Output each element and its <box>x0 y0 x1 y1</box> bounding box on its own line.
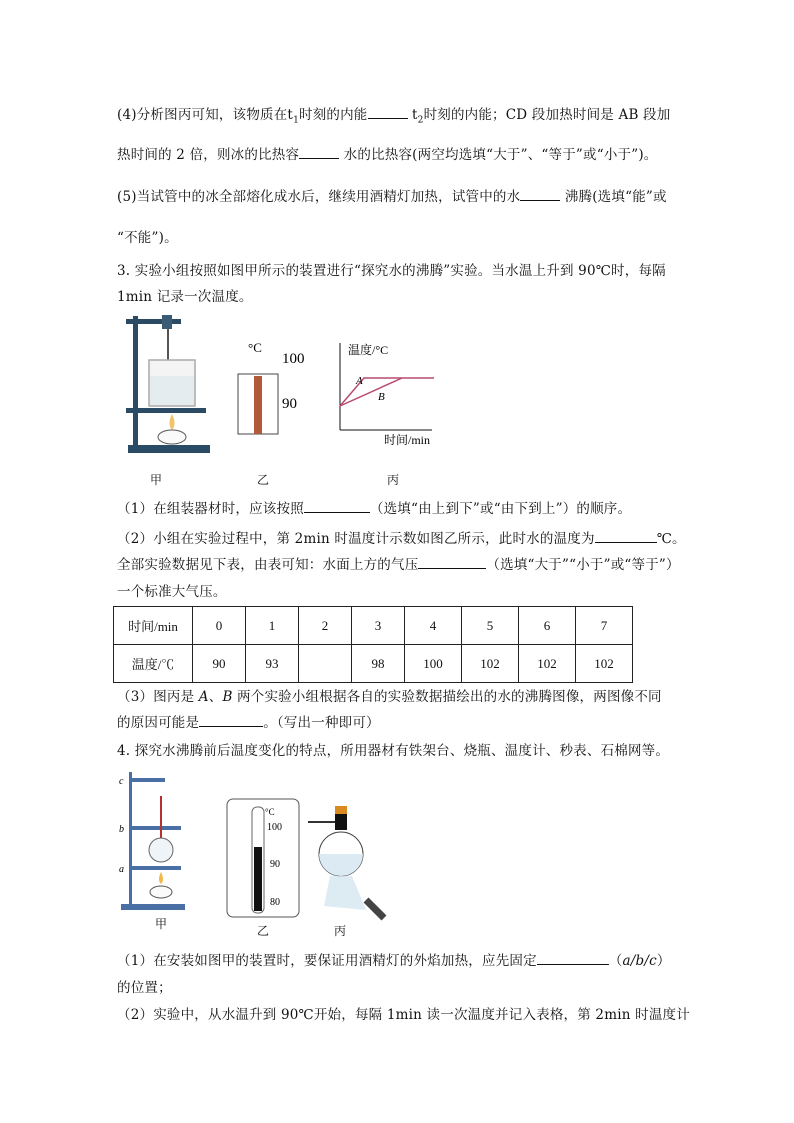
flask-water <box>319 854 363 876</box>
ring-a <box>131 866 181 870</box>
thermo-unit: °C <box>248 340 262 355</box>
q4-s2-line1: （2）实验中，从水温升到 90℃开始，每隔 1min 读一次温度并记入表格，第 2min 时温度计 <box>117 1007 690 1023</box>
q4-figure-bing <box>302 806 392 926</box>
answer-blank[interactable] <box>299 146 339 159</box>
table-cell: 98 <box>352 645 405 683</box>
q3-figure-bing <box>334 338 474 450</box>
table-cell: 93 <box>246 645 299 683</box>
answer-blank[interactable] <box>520 188 560 201</box>
thermo-mark-100: 100 <box>267 822 282 833</box>
table-header-time: 时间/min <box>114 607 193 645</box>
table-cell: 102 <box>462 645 519 683</box>
q3-figure-jia <box>118 310 218 460</box>
thermo-mark-80: 80 <box>270 897 280 908</box>
stand-rod <box>129 772 132 906</box>
table-cell: 7 <box>576 607 633 645</box>
alcohol-burner <box>150 886 172 898</box>
q-prev-4-line1: (4)分析图丙可知，该物质在$t_1$时刻的内能 $t_2$时刻的内能；CD 段加热时间是 AB 段加 <box>117 107 671 126</box>
table-row <box>114 607 633 645</box>
q4-figure-yi <box>225 797 305 922</box>
q4-fig-label-jia: 甲 <box>155 917 168 931</box>
graph-ylabel: 温度/°C <box>348 343 389 357</box>
graph-line-a <box>340 378 434 406</box>
q-prev-5-line2: “不能”)。 <box>117 230 178 246</box>
answer-blank[interactable] <box>199 714 263 727</box>
table-cell: 4 <box>405 607 462 645</box>
thermo-mark-90: 90 <box>270 859 280 870</box>
q3-fig-label-yi: 乙 <box>257 473 270 487</box>
graph-line-b <box>340 378 402 406</box>
thermo-mark-100: 100 <box>282 351 305 367</box>
stand-arm-low <box>126 408 206 413</box>
flask <box>149 838 173 862</box>
table-cell: 2 <box>299 607 352 645</box>
table-cell: 102 <box>519 645 576 683</box>
q3-fig-label-bing: 丙 <box>387 473 400 487</box>
stand-clamp <box>162 315 172 329</box>
q4-figure-jia <box>117 768 197 918</box>
q3-intro-line1: 3. 实验小组按照如图甲所示的装置进行“探究水的沸腾”实验。当水温上升到 90℃时，每隔 <box>117 263 666 279</box>
graph-label-b: B <box>378 391 385 403</box>
answer-blank[interactable] <box>595 530 657 543</box>
stand-base <box>121 904 185 910</box>
thermo-unit: °C <box>265 807 275 817</box>
beaker-water <box>150 376 194 405</box>
q3-s1: （1）在组装器材时，应该按照 （选填“由上到下”或“由下到上”）的顺序。 <box>117 501 632 517</box>
thermo-mark-90: 90 <box>282 396 297 412</box>
stand-arm-top <box>126 319 181 324</box>
stand-rod <box>133 316 138 447</box>
alcohol-burner <box>158 430 186 444</box>
q-prev-5-line1: (5)当试管中的冰全部熔化成水后，继续用酒精灯加热，试管中的水 沸腾(选填“能”或 <box>117 189 667 205</box>
q3-s3-line2: 的原因可能是 。（写出一种即可） <box>117 715 380 731</box>
q-prev-4-line2: 热时间的 2 倍，则冰的比热容 水的比热容(两空均选填“大于”、“等于”或“小于”)。 <box>117 147 658 163</box>
q3-s3-line1: （3）图丙是 A、B 两个实验小组根据各自的实验数据描绘出的水的沸腾图像，两图像不同 <box>117 689 662 705</box>
table-header-temp: 温度/℃ <box>114 645 193 683</box>
answer-blank[interactable] <box>368 106 408 119</box>
graph-xlabel: 时间/min <box>384 433 431 447</box>
q4-fig-label-yi: 乙 <box>257 924 270 938</box>
q3-s2-line1: （2）小组在实验过程中，第 2min 时温度计示数如图乙所示，此时水的温度为 ℃。 <box>117 531 686 547</box>
answer-blank[interactable] <box>304 500 370 513</box>
q4-fig-label-bing: 丙 <box>334 924 347 938</box>
q3-intro-line2: 1min 记录一次温度。 <box>117 289 253 305</box>
table-cell: 3 <box>352 607 405 645</box>
stand-label-b: b <box>119 824 124 835</box>
q3-figure-yi <box>232 338 312 438</box>
q4-s1-line1: （1）在安装如图甲的装置时，要保证用酒精灯的外焰加热，应先固定 （a/b/c） <box>117 953 671 969</box>
table-cell: 0 <box>193 607 246 645</box>
table-cell: 5 <box>462 607 519 645</box>
burner-flame <box>170 414 175 430</box>
spray-nozzle <box>366 900 384 918</box>
answer-blank[interactable] <box>418 556 486 569</box>
table-cell: 102 <box>576 645 633 683</box>
stand-label-c: c <box>119 776 124 787</box>
table-cell: 1 <box>246 607 299 645</box>
table-cell: 100 <box>405 645 462 683</box>
q4-intro: 4. 探究水沸腾前后温度变化的特点，所用器材有铁架台、烧瓶、温度计、秒表、石棉网等。 <box>117 743 670 759</box>
graph-label-a: A <box>356 375 363 387</box>
stopper <box>335 806 347 814</box>
burner-flame <box>159 872 163 884</box>
stand-base <box>128 445 210 453</box>
q3-s2-line3: 一个标准大气压。 <box>117 584 227 600</box>
q3-data-table <box>113 606 633 683</box>
answer-blank[interactable] <box>537 952 609 965</box>
thermometer-liquid <box>254 847 262 911</box>
q3-s2-line2: 全部实验数据见下表，由表可知：水面上方的气压 （选填“大于”“小于”或“等于”） <box>117 557 680 573</box>
flask-neck <box>335 814 347 830</box>
q4-s1-line2: 的位置； <box>117 980 172 996</box>
table-row <box>114 645 633 683</box>
stand-label-a: a <box>119 864 124 875</box>
ring-b <box>131 826 181 830</box>
ring-c <box>131 778 165 782</box>
table-cell: 90 <box>193 645 246 683</box>
table-cell: 6 <box>519 607 576 645</box>
q3-fig-label-jia: 甲 <box>150 473 163 487</box>
water-spray <box>324 876 366 910</box>
thermometer-tube <box>254 376 262 434</box>
table-cell[interactable] <box>299 645 352 683</box>
